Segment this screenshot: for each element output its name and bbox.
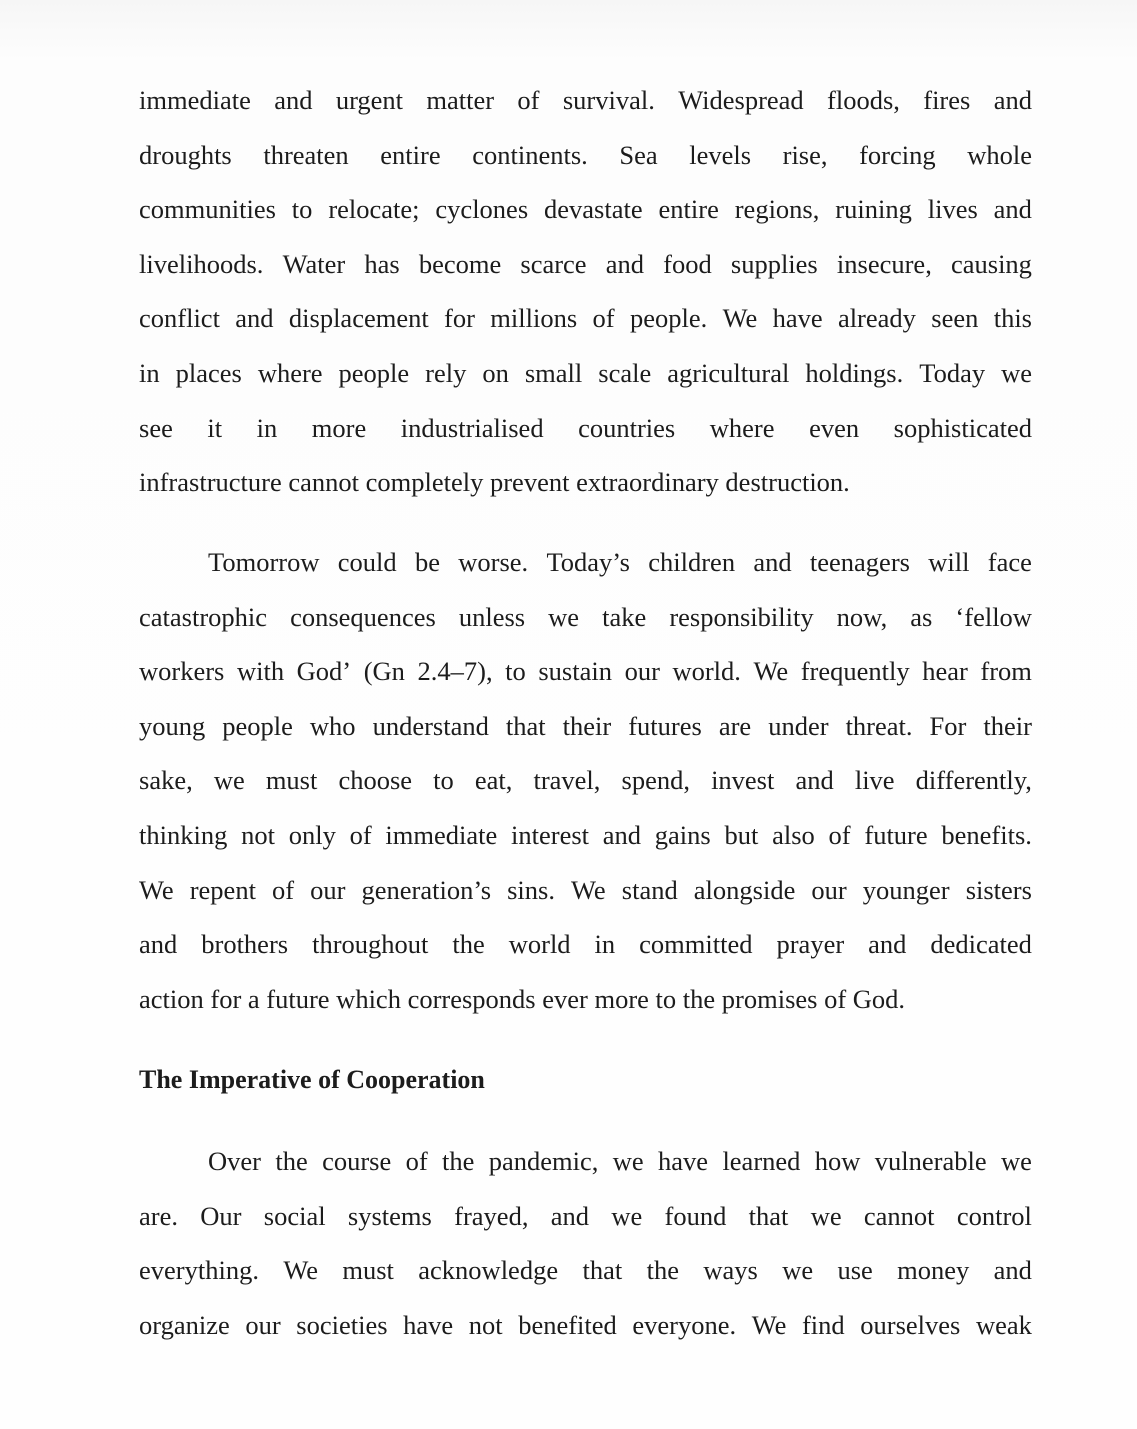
word: where [257, 357, 323, 388]
word: floods, [827, 85, 900, 115]
word: spend, [621, 765, 690, 796]
word: interest [511, 819, 590, 850]
word: gains [654, 819, 711, 850]
word: of [349, 819, 372, 850]
word: Sea [619, 139, 658, 170]
word: relocate; [328, 194, 420, 225]
word: but [724, 819, 759, 850]
paragraph-1 [139, 73, 1032, 510]
word: to [291, 194, 313, 225]
word: ourselves [860, 1309, 961, 1340]
word: even [809, 412, 860, 443]
word: pandemic, [488, 1146, 599, 1176]
word: found [664, 1200, 727, 1231]
word: worse. [458, 547, 529, 577]
word: thinking [139, 819, 228, 850]
word: industrialised [400, 412, 544, 443]
word: conflict [139, 303, 220, 334]
word: sophisticated [893, 412, 1032, 443]
word: holdings. [805, 357, 904, 388]
word: God’ [296, 656, 352, 687]
word: communities [139, 194, 276, 225]
section-heading: The Imperative of Cooperation [139, 1065, 485, 1094]
word: dedicated [930, 929, 1032, 960]
word: hear [922, 656, 968, 687]
word: benefited [518, 1309, 617, 1340]
word: younger [862, 874, 950, 905]
word: invest [711, 765, 775, 796]
word: the [452, 929, 485, 960]
word: world [508, 929, 571, 960]
word: have [403, 1309, 454, 1340]
word: systems [347, 1200, 432, 1231]
word: will [928, 547, 970, 577]
word: We [722, 303, 758, 334]
word: are. [139, 1200, 178, 1231]
text-line [139, 1243, 1032, 1298]
word: frayed, [454, 1200, 529, 1231]
word: we [810, 1200, 842, 1231]
word: how [814, 1146, 861, 1176]
word: urgent [335, 85, 404, 115]
word: Today [919, 357, 986, 388]
word: prayer [776, 929, 845, 960]
word: We [283, 1255, 318, 1286]
word: and [795, 765, 834, 796]
word: this [993, 303, 1032, 334]
word: of [592, 303, 615, 334]
word: our [811, 874, 847, 905]
word: places [175, 357, 242, 388]
text-line [139, 237, 1032, 292]
word: with [236, 656, 285, 687]
word: their [562, 710, 612, 741]
word: of [405, 1146, 428, 1176]
word: on [482, 357, 509, 388]
word: We [751, 1309, 787, 1340]
word: live [854, 765, 895, 796]
word: threaten [263, 139, 349, 170]
word: committed [639, 929, 753, 960]
word: use [837, 1255, 873, 1286]
word: societies [296, 1309, 388, 1340]
word: stand [621, 874, 678, 905]
word: from [980, 656, 1032, 687]
word: world. [672, 656, 741, 687]
word: Water [282, 248, 346, 279]
word: and [993, 194, 1032, 225]
word: of [272, 874, 295, 905]
word: catastrophic [139, 601, 268, 632]
word: alongside [693, 874, 796, 905]
text-line [139, 535, 1032, 590]
word: future [864, 819, 928, 850]
word: be [414, 547, 440, 577]
text-line [139, 346, 1032, 401]
word: rise, [782, 139, 828, 170]
word: and [605, 248, 644, 279]
text-line [139, 917, 1032, 972]
word: that [748, 1200, 789, 1231]
word: we [611, 1200, 643, 1231]
word: sake, [139, 765, 193, 796]
word: and [235, 303, 274, 334]
word: has [364, 248, 400, 279]
word: forcing [859, 139, 936, 170]
word: the [442, 1146, 475, 1176]
word: take [602, 601, 647, 632]
word: money [897, 1255, 970, 1286]
word: everyone. [632, 1309, 737, 1340]
word: Today’s [546, 547, 630, 577]
word: Widespread [678, 85, 804, 115]
word: in [256, 412, 278, 443]
text-line [139, 182, 1032, 237]
word: workers [139, 656, 225, 687]
word: who [309, 710, 356, 741]
text-line: infrastructure cannot completely prevent extraordinary destruction. [139, 467, 850, 498]
text-line [139, 1134, 1032, 1189]
word: frequently [800, 656, 910, 687]
word: supplies [730, 248, 818, 279]
word: we [548, 601, 580, 632]
word: our [310, 874, 346, 905]
word: regions, [734, 194, 820, 225]
word: entire [380, 139, 441, 170]
word: their [983, 710, 1032, 741]
word: of [517, 85, 540, 115]
word: and [993, 85, 1032, 115]
word: we [782, 1255, 814, 1286]
word: ‘fellow [955, 601, 1032, 632]
word: (Gn [363, 656, 405, 687]
word: could [337, 547, 397, 577]
word: scarce [520, 248, 587, 279]
section-heading-block [139, 1053, 1032, 1108]
word: sustain [538, 656, 612, 687]
word: find [801, 1309, 845, 1340]
word: that [505, 710, 546, 741]
word: displacement [288, 303, 429, 334]
word: rely [425, 357, 467, 388]
word: threat. [845, 710, 913, 741]
word: see [139, 412, 173, 443]
word: we [213, 765, 245, 796]
word: weak [975, 1309, 1032, 1340]
word: and [868, 929, 907, 960]
word: food [663, 248, 712, 279]
word: already [837, 303, 916, 334]
word: ways [703, 1255, 758, 1286]
text-line [139, 1189, 1032, 1244]
word: and [139, 929, 178, 960]
word: people [222, 710, 293, 741]
word: are [718, 710, 752, 741]
word: immediate [385, 819, 498, 850]
text-line [139, 590, 1032, 645]
word: responsibility [669, 601, 814, 632]
word: brothers [201, 929, 289, 960]
text-line [139, 73, 1032, 128]
word: and [274, 85, 313, 115]
word: course [322, 1146, 392, 1176]
word: countries [578, 412, 676, 443]
word: For [929, 710, 967, 741]
word: cyclones [435, 194, 529, 225]
word: of [828, 819, 851, 850]
word: Our [200, 1200, 242, 1231]
word: for [444, 303, 475, 334]
word: children [648, 547, 736, 577]
word: learned [722, 1146, 801, 1176]
word: livelihoods. [139, 248, 264, 279]
word: causing [950, 248, 1032, 279]
word: control [956, 1200, 1032, 1231]
word: people. [629, 303, 708, 334]
word: organize [139, 1309, 230, 1340]
word: Over [208, 1146, 261, 1176]
word: social [263, 1200, 326, 1231]
text-line: action for a future which corresponds ever more to the promises of God. [139, 983, 906, 1014]
word: benefits. [941, 819, 1032, 850]
text-line [139, 1298, 1032, 1353]
word: entire [658, 194, 719, 225]
word: must [265, 765, 318, 796]
word: young [139, 710, 206, 741]
text-line [139, 644, 1032, 699]
word: We [571, 874, 606, 905]
word: teenagers [809, 547, 910, 577]
word: eat, [474, 765, 513, 796]
word: lives [927, 194, 978, 225]
word: the [275, 1146, 308, 1176]
word: have [658, 1146, 709, 1176]
text-line [139, 753, 1032, 808]
word: our [245, 1309, 281, 1340]
word: sins. [507, 874, 555, 905]
word: continents. [472, 139, 588, 170]
word: in [594, 929, 616, 960]
word: more [311, 412, 367, 443]
word: We [139, 874, 174, 905]
text-line [139, 863, 1032, 918]
word: and [753, 547, 792, 577]
word: ruining [835, 194, 912, 225]
text-line [139, 291, 1032, 346]
paragraph-2 [139, 535, 1032, 1026]
word: and [550, 1200, 590, 1231]
word: to [433, 765, 454, 796]
word: have [772, 303, 823, 334]
word: also [772, 819, 815, 850]
word: the [646, 1255, 679, 1286]
word: Tomorrow [208, 547, 320, 577]
word: and [602, 819, 642, 850]
word: understand [372, 710, 489, 741]
word: it [207, 412, 223, 443]
word: agricultural [667, 357, 790, 388]
word: only [288, 819, 336, 850]
word: small [524, 357, 583, 388]
word: We [753, 656, 789, 687]
text-line [139, 699, 1032, 754]
word: must [342, 1255, 394, 1286]
word: our [624, 656, 660, 687]
word: we [1000, 1146, 1032, 1176]
word: differently, [915, 765, 1032, 796]
paragraph-3 [139, 1134, 1032, 1352]
word: travel, [533, 765, 601, 796]
word: matter [426, 85, 495, 115]
word: repent [189, 874, 256, 905]
word: people [338, 357, 410, 388]
word: throughout [312, 929, 429, 960]
word: droughts [139, 139, 232, 170]
word: choose [338, 765, 413, 796]
word: and [993, 1255, 1032, 1286]
word: cannot [863, 1200, 935, 1231]
word: face [987, 547, 1032, 577]
word: seen [931, 303, 979, 334]
text-line [139, 808, 1032, 863]
word: that [582, 1255, 623, 1286]
word: insecure, [836, 248, 932, 279]
word: sisters [965, 874, 1032, 905]
word: devastate [544, 194, 643, 225]
word: millions [490, 303, 578, 334]
word: survival. [562, 85, 655, 115]
word: 2.4–7), [417, 656, 493, 687]
word: to [505, 656, 526, 687]
word: now, [836, 601, 888, 632]
word: under [768, 710, 829, 741]
text-line [139, 401, 1032, 456]
word: scale [598, 357, 652, 388]
word: unless [458, 601, 526, 632]
word: we [612, 1146, 644, 1176]
word: where [709, 412, 775, 443]
word: fires [923, 85, 971, 115]
word: vulnerable [874, 1146, 987, 1176]
word: become [418, 248, 502, 279]
word: immediate [139, 85, 251, 115]
word: not [241, 819, 275, 850]
word: levels [689, 139, 752, 170]
word: consequences [290, 601, 436, 632]
text-line [139, 128, 1032, 183]
word: we [1001, 357, 1032, 388]
word: whole [967, 139, 1032, 170]
word: not [468, 1309, 503, 1340]
word: generation’s [361, 874, 492, 905]
word: futures [628, 710, 702, 741]
word: in [139, 357, 160, 388]
word: everything. [139, 1255, 259, 1286]
word: as [910, 601, 933, 632]
word: acknowledge [418, 1255, 559, 1286]
